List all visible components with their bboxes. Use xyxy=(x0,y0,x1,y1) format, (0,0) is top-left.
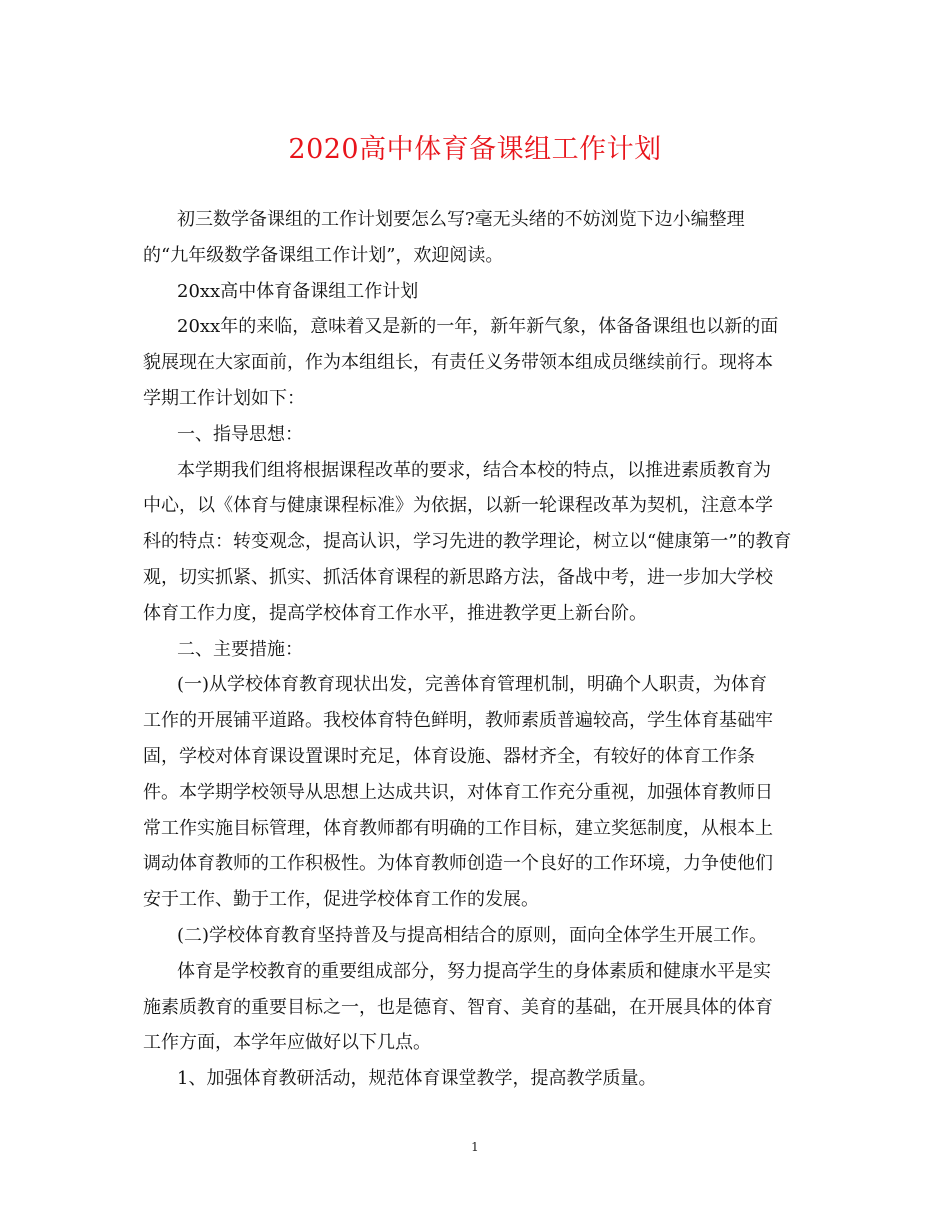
text-line: 体育是学校教育的重要组成部分，努力提高学生的身体素质和健康水平是实 xyxy=(177,960,771,982)
text-line: 工作的开展铺平道路。我校体育特色鲜明，教师素质普遍较高，学生体育基础牢 xyxy=(143,710,773,732)
text-line: 20xx年的来临，意味着又是新的一年，新年新气象，体备备课组也以新的面 xyxy=(177,316,779,338)
document-body xyxy=(143,202,811,1097)
text-line: 调动体育教师的工作积极性。为体育教师创造一个良好的工作环境，力争使他们 xyxy=(143,853,773,875)
text-line: 固，学校对体育课设置课时充足，体育设施、器材齐全，有较好的体育工作条 xyxy=(143,745,755,767)
text-line: 观，切实抓紧、抓实、抓活体育课程的新思路方法，备战中考，进一步加大学校 xyxy=(143,566,773,588)
text-line: 一、指导思想： xyxy=(177,423,303,445)
text-line: 1、加强体育教研活动，规范体育课堂教学，提高教学质量。 xyxy=(177,1068,657,1090)
text-line: 常工作实施目标管理，体育教师都有明确的工作目标，建立奖惩制度，从根本上 xyxy=(143,817,773,839)
text-line: 的“九年级数学备课组工作计划”，欢迎阅读。 xyxy=(143,244,504,266)
text-line: 学期工作计划如下： xyxy=(143,387,305,409)
text-line: (一)从学校体育教育现状出发，完善体育管理机制，明确个人职责，为体育 xyxy=(177,674,768,696)
text-line: 20xx高中体育备课组工作计划 xyxy=(177,280,419,302)
text-line: (二)学校体育教育坚持普及与提高相结合的原则，面向全体学生开展工作。 xyxy=(177,924,768,946)
text-line: 工作方面，本学年应做好以下几点。 xyxy=(143,1032,431,1054)
text-line: 貌展现在大家面前，作为本组组长，有责任义务带领本组成员继续前行。现将本 xyxy=(143,352,773,374)
text-line: 中心，以《体育与健康课程标准》为依据，以新一轮课程改革为契机，注意本学 xyxy=(143,495,773,517)
text-line: 体育工作力度，提高学校体育工作水平，推进教学更上新台阶。 xyxy=(143,602,647,624)
document-title: 2020高中体育备课组工作计划 xyxy=(288,134,662,165)
text-line: 二、主要措施： xyxy=(177,638,303,660)
page-number: 1 xyxy=(471,1140,479,1154)
text-line: 科的特点：转变观念，提高认识，学习先进的教学理论，树立以“健康第一”的教育 xyxy=(143,531,792,553)
text-line: 本学期我们组将根据课程改革的要求，结合本校的特点，以推进素质教育为 xyxy=(177,459,771,481)
text-line: 初三数学备课组的工作计划要怎么写?毫无头绪的不妨浏览下边小编整理 xyxy=(177,209,745,230)
text-line: 安于工作、勤于工作，促进学校体育工作的发展。 xyxy=(143,889,539,911)
text-line: 件。本学期学校领导从思想上达成共识，对体育工作充分重视，加强体育教师日 xyxy=(143,781,773,803)
text-line: 施素质教育的重要目标之一，也是德育、智育、美育的基础，在开展具体的体育 xyxy=(143,996,773,1018)
